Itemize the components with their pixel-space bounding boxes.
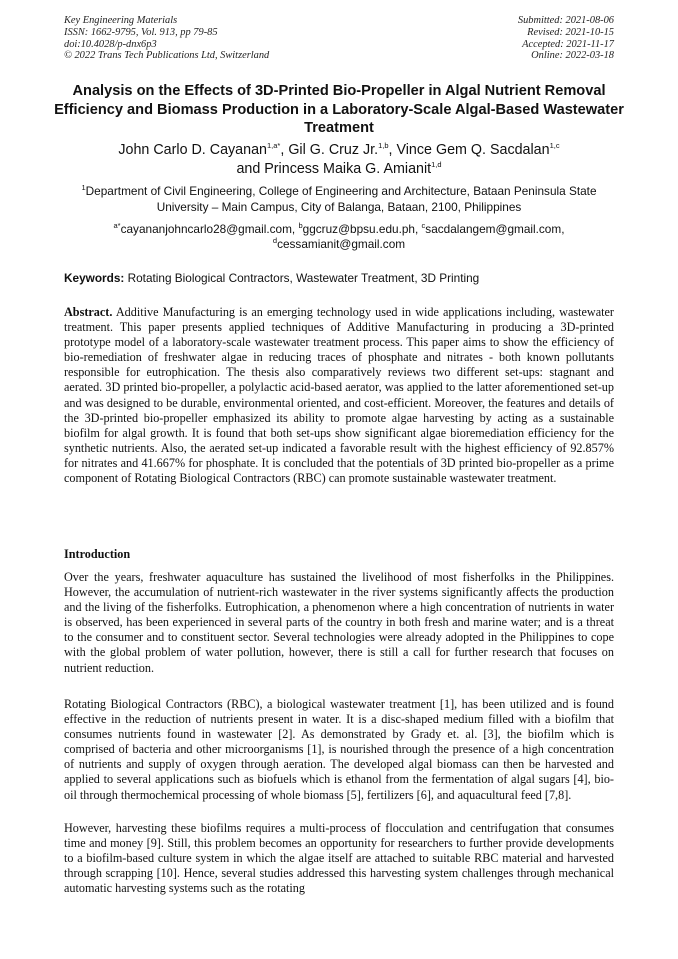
email-mark: a*	[113, 221, 121, 231]
author-list	[40, 141, 638, 179]
introduction-paragraph: However, harvesting these biofilms requires a multi-process of flocculation and centrifugation that consumes time and money [9]. Still, this problem becomes an opportunity for researchers to further provide developments to a biofilm-based culture system in which the algae itself are attached to suitable RBC material and harvested through scrapping [10]. Hence, several studies addressed this harvesting system challenges through mechanical automatic harvesting systems such as the rotating	[64, 821, 614, 896]
journal-copyright: © 2022 Trans Tech Publications Ltd, Switzerland	[64, 50, 270, 62]
author-name: Gil G. Cruz Jr.	[288, 142, 379, 158]
introduction-paragraph: Rotating Biological Contractors (RBC), a biological wastewater treatment [1], has been utilized and is found effective in the reduction of nutrients present in water. It is a disc-shaped medium filled with a biofilm that consumes nutrients found in wastewater [2]. As demonstrated by Grady et. al. [3], the biofilm which is comprised of bacteria and other microorganisms [1], is nourished through the presence of a high concentration of nutrients and supply of oxygen through aeration. The developed algal biomass can then be harvested and applied to several applications such as biofuels which is ethanol from the fermentation of algal sugars [4], bio-oil through thermochemical processing of whole biomass [5], fertilizers [6], and aquacultural feed [7,8].	[64, 697, 614, 802]
journal-info	[64, 15, 269, 62]
email-mark: c	[421, 221, 426, 231]
author-separator: ,	[388, 142, 397, 158]
revised-date: Revised: 2021-10-15	[527, 26, 614, 38]
submitted-date: Submitted: 2021-08-06	[517, 15, 614, 26]
author-name: Vince Gem Q. Sacdalan	[396, 142, 550, 158]
email-address[interactable]: sacdalangem@gmail.com,	[425, 222, 565, 236]
author-separator: ,	[280, 142, 289, 158]
email-mark: d	[272, 235, 278, 245]
paper-title: Analysis on the Effects of 3D-Printed Bio-Propeller in Algal Nutrient Removal Efficiency and Biomass Production in a Laboratory-Scale Algal-Based Wastewater Treatment	[54, 83, 624, 137]
email-address[interactable]: cayananjohncarlo28@gmail.com,	[120, 222, 299, 236]
author-affiliation-mark: 1,d	[431, 160, 442, 170]
affiliation-text: Department of Civil Engineering, College of Engineering and Architecture, Bataan Peninsula State University – Main Campus, City of Balanga, Bataan, 2100, Philippines	[85, 184, 597, 214]
affiliation	[56, 183, 622, 215]
accepted-date: Accepted: 2021-11-17	[522, 38, 614, 50]
abstract-text: Additive Manufacturing is an emerging technology used in wide applications including, wastewater treatment. This paper presents applied techniques of Additive Manufacturing in producing a 3D-printed prototype model of a laboratory-scale wastewater treatment process. This paper aims to show the efficiency of bio-remediation of freshwater algae in reducing traces of phosphate and nitrates - both known pollutants responsible for eutrophication. The thesis also comparatively reviews two different set-ups: stagnant and aerated. 3D printed bio-propeller, a polylactic acid-based aerator, was applied to the latter aforementioned set-up and was designed to be durable, environmental oriented, and cost-efficient. Moreover, the features and details of the 3D-printed bio-propeller emphasized its ability to promote algae harvesting by acting as a sustainable biofilm for algal growth. It is found that both set-ups show significant algae bioremediation efficiency for the synthetic nutrients. Also, the aerated set-up indicated a favorable result with the highest efficiency of 92.857% for nitrates and 41.667% for phosphate. It is concluded that the potentials of 3D printed bio-propeller as a prime component of Rotating Biological Contractors (RBC) can promote sustainable wastewater treatment.	[64, 305, 614, 486]
introduction-paragraph: Over the years, freshwater aquaculture has sustained the livelihood of most fisherfolks in the Philippines. However, the accumulation of nutrient-rich wastewater in the river systems significantly affects the production and the living of the fisherfolks. Eutrophication, a phenomenon where a high concentration of nutrients in water is observed, has been experienced in several parts of the country in both fresh and marine water; and is a threat to the consumer and to constituent sector. Several technologies were already adopted in the Philippines to cope with the global problem of water pollution, however, there is still a call for further research that focuses on nutrient reduction.	[64, 570, 614, 675]
keywords-label: Keywords:	[64, 271, 125, 285]
journal-doi: doi:10.4028/p-dnx6p3	[64, 38, 157, 50]
author-name: John Carlo D. Cayanan	[118, 142, 267, 158]
author-affiliation-mark: 1,a*	[267, 141, 281, 151]
author-name: and Princess Maika G. Amianit	[236, 161, 432, 177]
author-affiliation-mark: 1,c	[549, 141, 560, 151]
email-address[interactable]: ggcruz@bpsu.edu.ph,	[302, 222, 422, 236]
abstract	[64, 305, 614, 486]
affiliation-mark: 1	[81, 183, 86, 193]
author-emails	[56, 222, 622, 251]
keywords	[64, 271, 479, 285]
journal-issn: ISSN: 1662-9795, Vol. 913, pp 79-85	[64, 26, 218, 38]
keywords-text: Rotating Biological Contractors, Wastewater Treatment, 3D Printing	[124, 271, 480, 285]
author-affiliation-mark: 1,b	[378, 141, 389, 151]
submission-dates	[518, 15, 614, 62]
abstract-label: Abstract.	[64, 305, 113, 319]
email-address[interactable]: cessamianit@gmail.com	[277, 236, 406, 251]
introduction-heading: Introduction	[64, 547, 131, 561]
journal-name: Key Engineering Materials	[64, 15, 178, 26]
email-mark: b	[298, 221, 303, 231]
online-date: Online: 2022-03-18	[531, 50, 614, 62]
